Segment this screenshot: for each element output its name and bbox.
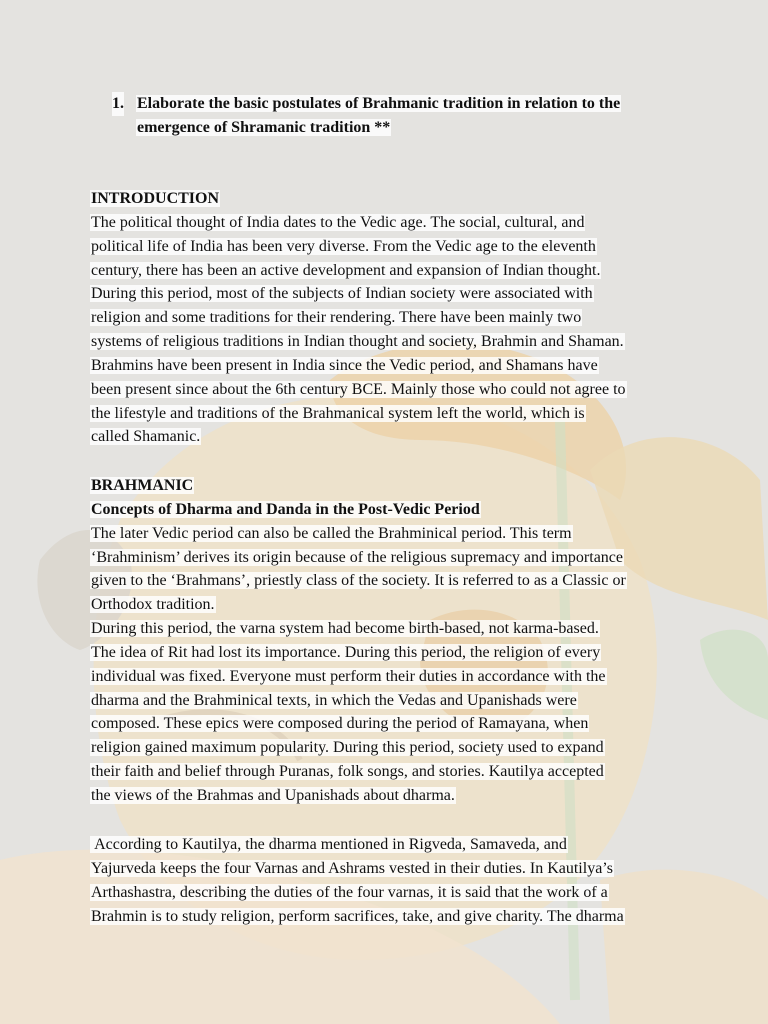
paragraph-line: The later Vedic period can also be called the Brahminical period. This term <box>91 524 572 542</box>
paragraph-line: Arthashastra, describing the duties of the four varnas, it is said that the work of a <box>91 883 608 901</box>
paragraph-line: century, there has been an active development and expansion of Indian thought. <box>91 261 601 279</box>
section-heading-brahmanic: BRAHMANIC <box>91 477 194 494</box>
paragraph-line: The idea of Rit had lost its importance. During this period, the religion of every <box>91 643 601 661</box>
section-subheading: Concepts of Dharma and Danda in the Post-Vedic Period <box>91 500 480 518</box>
paragraph-line: political life of India has been very diverse. From the Vedic age to the eleventh <box>91 237 596 255</box>
question-line: Elaborate the basic postulates of Brahmanic tradition in relation to the <box>137 95 621 112</box>
paragraph-line: religion gained maximum popularity. During this period, society used to expand <box>91 739 604 757</box>
section-heading-introduction: INTRODUCTION <box>91 190 220 207</box>
paragraph-line: dharma and the Brahminical texts, in which the Vedas and Upanishads were <box>91 691 577 709</box>
question-item <box>112 92 712 140</box>
paragraph-line: ‘Brahminism’ derives its origin because of the religious supremacy and importance <box>91 548 623 566</box>
paragraph-line: composed. These epics were composed during the period of Ramayana, when <box>91 715 589 733</box>
question-number: 1. <box>112 92 124 116</box>
paragraph-line: Orthodox tradition. <box>91 596 215 614</box>
paragraph-line: The political thought of India dates to the Vedic age. The social, cultural, and <box>91 213 585 231</box>
paragraph-line: been present since about the 6th century BCE. Mainly those who could not agree to <box>91 380 626 398</box>
paragraph-line: their faith and belief through Puranas, folk songs, and stories. Kautilya accepted <box>91 763 604 781</box>
paragraph-line: During this period, most of the subjects of Indian society were associated with <box>91 285 593 303</box>
paragraph-line: systems of religious traditions in Indian thought and society, Brahmin and Shaman. <box>91 333 624 351</box>
paragraph-line: individual was fixed. Everyone must perform their duties in accordance with the <box>91 667 606 685</box>
paragraph-line: During this period, the varna system had become birth-based, not karma-based. <box>91 620 599 638</box>
paragraph-line: the views of the Brahmas and Upanishads about dharma. <box>91 786 455 804</box>
paragraph-line: religion and some traditions for their rendering. There have been mainly two <box>91 309 582 327</box>
paragraph-line: called Shamanic. <box>91 428 201 446</box>
kautilya-paragraph <box>90 833 690 928</box>
paragraph-line: Brahmins have been present in India since the Vedic period, and Shamans have <box>91 356 598 374</box>
question-text <box>136 92 712 140</box>
paragraph-line: the lifestyle and traditions of the Brahmanical system left the world, which is <box>91 404 585 422</box>
paragraph-line: given to the ‘Brahmans’, priestly class of the society. It is referred to as a Classic or <box>91 572 626 590</box>
paragraph-line: Brahmin is to study religion, perform sacrifices, take, and give charity. The dharma <box>91 907 624 925</box>
question-line: emergence of Shramanic tradition ** <box>137 119 391 136</box>
paragraph-line: Yajurveda keeps the four Varnas and Ashrams vested in their duties. In Kautilya’s <box>91 859 613 877</box>
introduction-section <box>90 187 690 449</box>
paragraph-line: According to Kautilya, the dharma mentioned in Rigveda, Samaveda, and <box>91 836 567 853</box>
brahmanic-section <box>90 474 690 808</box>
